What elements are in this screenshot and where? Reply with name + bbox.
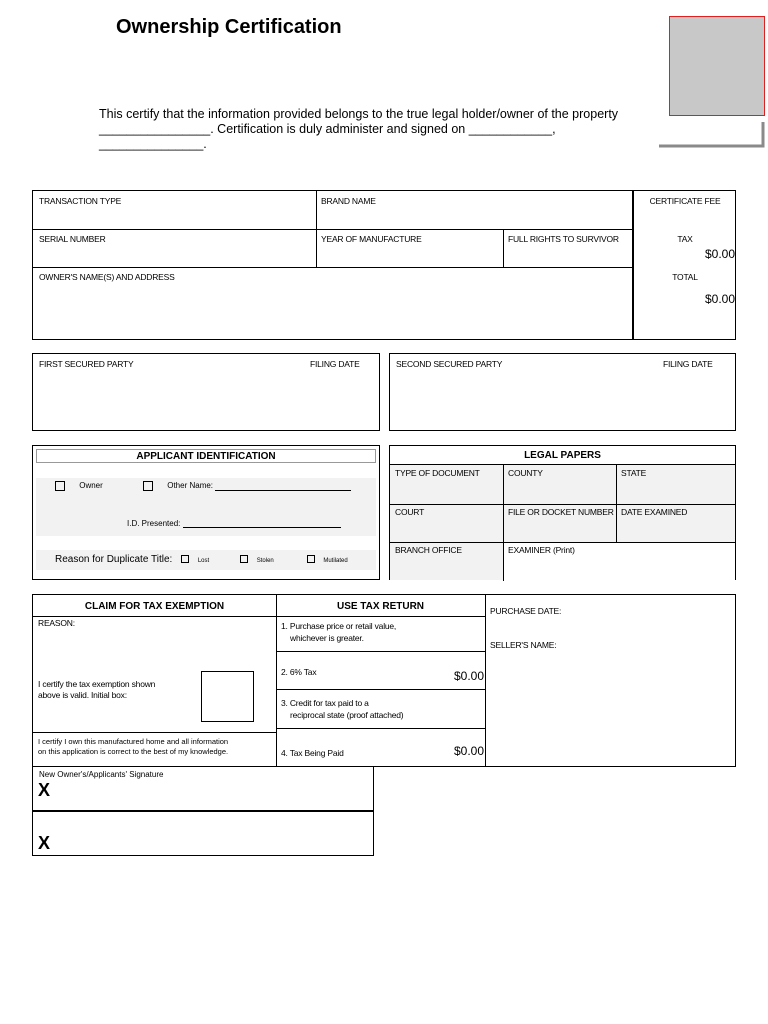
full-rights-label: FULL RIGHTS TO SURVIVOR	[508, 234, 619, 244]
photo-box	[669, 16, 765, 116]
other-name-label: Other Name:	[167, 481, 214, 491]
second-filing-date-label: FILING DATE	[663, 359, 713, 369]
reason-label: REASON:	[38, 618, 75, 628]
other-name-field[interactable]	[215, 481, 351, 491]
applicant-identification-box	[32, 445, 380, 580]
owner-checkbox[interactable]	[55, 481, 65, 491]
photo-shadow	[659, 120, 765, 148]
other-name-checkbox[interactable]	[143, 481, 153, 491]
stolen-label: Stolen	[256, 558, 274, 564]
page-title: Ownership Certification	[116, 16, 342, 38]
first-secured-party-box	[32, 353, 380, 431]
total-value: $0.00	[705, 292, 736, 306]
certificate-fee-label: CERTIFICATE FEE	[649, 196, 721, 206]
tax-exemption-title: CLAIM FOR TAX EXEMPTION	[84, 601, 225, 612]
type-of-document-label: TYPE OF DOCUMENT	[395, 468, 480, 478]
id-presented-label: I.D. Presented:	[127, 519, 181, 528]
use-tax-title: USE TAX RETURN	[336, 601, 425, 612]
use-tax-item1-line-1: 1. Purchase price or retail value,	[281, 621, 397, 631]
mutilated-label: Mutilated	[323, 558, 348, 564]
mutilated-checkbox[interactable]	[307, 555, 315, 563]
legal-papers-box	[389, 445, 736, 580]
stolen-checkbox[interactable]	[240, 555, 248, 563]
second-secured-party-label: SECOND SECURED PARTY	[396, 359, 503, 369]
reason-duplicate-label: Reason for Duplicate Title:	[55, 554, 173, 565]
use-tax-item4-label: 4. Tax Being Paid	[281, 748, 344, 758]
branch-office-label: BRANCH OFFICE	[395, 545, 462, 555]
certify-own-line-1: I certify I own this manufactured home and all information	[38, 737, 229, 746]
court-label: COURT	[395, 507, 425, 517]
year-of-manufacture-label: YEAR OF MANUFACTURE	[321, 234, 422, 244]
use-tax-item3-line-1: 3. Credit for tax paid to a	[281, 698, 369, 708]
signature-x-2: X	[38, 833, 51, 853]
purchase-date-label: PURCHASE DATE:	[490, 606, 562, 616]
owner-name-address-label: OWNER'S NAME(S) AND ADDRESS	[39, 272, 175, 282]
second-secured-party-box	[389, 353, 736, 431]
county-label: COUNTY	[508, 468, 543, 478]
brand-name-label: BRAND NAME	[321, 196, 376, 206]
lost-checkbox[interactable]	[181, 555, 189, 563]
examiner-label: EXAMINER (Print)	[508, 545, 575, 555]
signature-box	[32, 766, 374, 856]
legal-papers-title: LEGAL PAPERS	[524, 450, 601, 461]
cert-line-2: ________________. Certification is duly administer and signed on ____________,	[99, 122, 556, 136]
lost-label: Lost	[197, 558, 210, 564]
id-presented-field[interactable]	[183, 518, 341, 528]
transaction-type-label: TRANSACTION TYPE	[39, 196, 122, 206]
serial-number-label: SERIAL NUMBER	[39, 234, 106, 244]
use-tax-item2-value: $0.00	[454, 669, 485, 683]
file-docket-label: FILE OR DOCKET NUMBER	[508, 507, 614, 517]
signature-label: New Owner's/Applicants' Signature	[39, 770, 164, 779]
certify-exemption-line-1: I certify the tax exemption shown	[38, 679, 156, 689]
use-tax-item1-line-2: whichever is greater.	[290, 633, 364, 643]
owner-label: Owner	[79, 481, 103, 491]
signature-x-1: X	[38, 780, 51, 800]
tax-value: $0.00	[705, 247, 736, 261]
applicant-identification-title: APPLICANT IDENTIFICATION	[136, 451, 276, 462]
cert-line-3: _______________.	[99, 137, 207, 151]
sellers-name-label: SELLER'S NAME:	[490, 640, 557, 650]
cert-line-1: This certify that the information provided belongs to the true legal holder/owner of the property	[99, 107, 619, 121]
certification-text	[99, 107, 639, 152]
total-label: TOTAL	[672, 272, 698, 282]
use-tax-item2-label: 2. 6% Tax	[281, 667, 317, 677]
certify-exemption-line-2: above is valid. Initial box:	[38, 690, 127, 700]
state-label: STATE	[621, 468, 647, 478]
certify-own-line-2: on this application is correct to the best of my knowledge.	[38, 747, 229, 756]
first-secured-party-label: FIRST SECURED PARTY	[39, 359, 134, 369]
tax-section-box	[32, 594, 736, 767]
initial-box[interactable]	[201, 671, 254, 722]
use-tax-item3-line-2: reciprocal state (proof attached)	[290, 710, 404, 720]
vehicle-info-table	[32, 190, 736, 340]
date-examined-label: DATE EXAMINED	[621, 507, 688, 517]
use-tax-item4-value: $0.00	[454, 744, 485, 758]
tax-label: TAX	[677, 234, 693, 244]
first-filing-date-label: FILING DATE	[310, 359, 360, 369]
